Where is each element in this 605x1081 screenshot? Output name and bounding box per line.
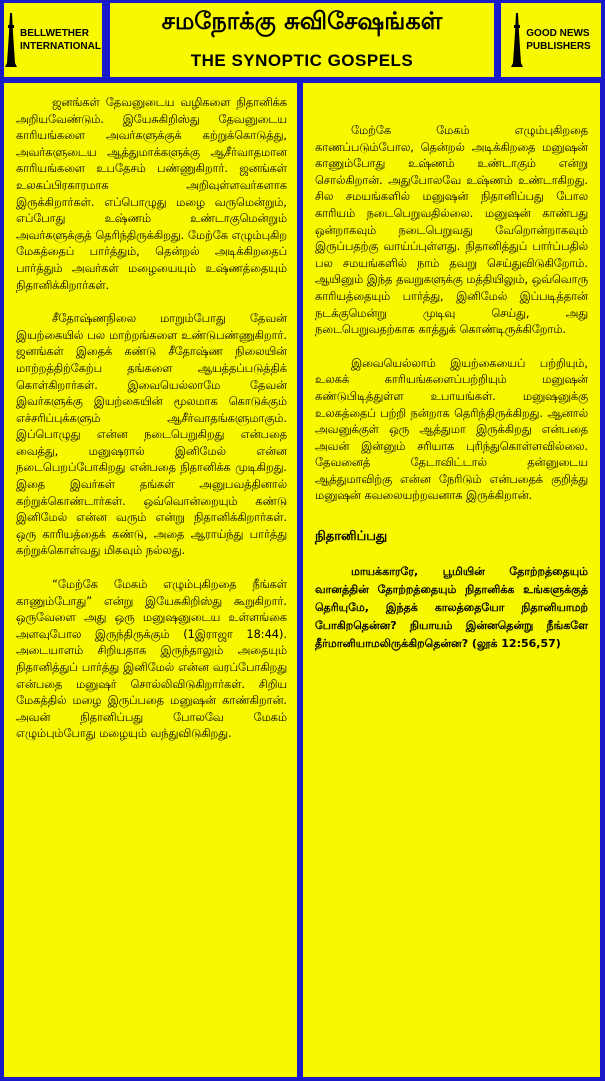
left-paragraph-3: “மேற்கே மேகம் எழும்புகிறதை நீங்கள் காணும்போது” என்று இயேசுகிறிஸ்து கூறுகிறார். ஒருவேளை அது ஒரு மனுஷனுடைய உள்ளங்கை அளவுபோல இருந்திருக்கும் (1இராஜா 18:44). அடையாளம் சிறியதாக இருந்தாலும் அதையும் நிதானித்துப் பார்த்து இனிமேல் என்ன வரப்போகிறது என்பதை மனுஷர் சொல்லிவிடுகிறார்கள். சிறிய மேகத்தில் மழை இருப்பதை மனுஷன் காண்கிறான். அவன் நிதானிப்பது போலவே மேகம் எழும்பும்போது மழையும் வந்துவிடுகிறது. — [16, 578, 287, 741]
left-paragraph-1: ஜனங்கள் தேவனுடைய வழிகளை நிதானிக்க அறியவேண்டும். இயேசுகிறிஸ்து தேவனுடைய காரியங்களை அவர்களுக்குக் கற்றுக்கொடுத்து, அவர்களுடைய ஆத்துமாக்களுக்கு ஆசீர்வாதமான காரியங்களை உபதேசம் பண்ணுகிறார். ஜனங்கள் உலகப்பிரகாரமாக அறிவுள்ளவர்களாக இருக்கிறார்கள். எப்பொழுது மழை வருமென்றும், எப்போது உஷ்ணம் உண்டாகுமென்றும் அவர்களுக்குத் தெரிந்திருக்கிறது. மேற்கே எழும்புகிற மேகத்தைப் பார்த்தும், தென்றல் அடிக்கிறதைப் பார்த்தும் அவர்கள் மழையையும் உஷ்ணத்தையும் நிதானிக்கிறார்கள். — [16, 96, 287, 292]
right-column — [303, 83, 600, 1077]
right-paragraph-1: மேற்கே மேகம் எழும்புகிறதை காணப்படும்போல, தென்றல் அடிக்கிறதை மனுஷன் காணும்போது உஷ்ணம் உண்டாகும் என்று சொல்கிறான். அதுபோலவே உஷ்ணம் உண்டாகிறது. சில சமயங்களில் மனுஷன் நிதானிப்பது போல காரியம் நடைபெறுவதில்லை. மனுஷன் காண்பது ஒன்றாகவும் நடைபெறுவது வேறொன்றாகவும் இருப்பதற்கு வாய்ப்புள்ளது. நிதானித்துப் பார்ப்பதில் பல சமயங்களில் நாம் தவறு செய்துவிடுகிறோம். ஆயினும் இந்த தவறுகளுக்கு மத்தியிலும், ஒவ்வொரு காரியத்தையும் பார்த்து, இனிமேல் இப்படித்தான் நடக்குமென்று முடிவு செய்து, அது நடைபெறுவதற்காக காத்துக் கொண்டிருக்கிறோம். — [315, 124, 588, 337]
logo-left-line1: BELLWETHER — [20, 28, 89, 39]
good-news-logo — [501, 3, 601, 77]
title-panel — [110, 3, 494, 77]
bellwether-logo — [4, 3, 102, 77]
tower-logo-icon — [511, 13, 523, 67]
logo-left-line2: INTERNATIONAL — [20, 41, 101, 52]
logo-right-line2: PUBLISHERS — [526, 41, 591, 52]
page-title-tamil: சமநோக்கு சுவிசேஷங்கள் — [161, 7, 443, 35]
page-title-english: THE SYNOPTIC GOSPELS — [190, 51, 414, 70]
section-heading: நிதானிப்பது — [315, 529, 388, 545]
scripture-quote: மாயக்காரரே, பூமியின் தோற்றத்தையும் வானத்தின் தோற்றத்தையும் நிதானிக்க உங்களுக்குத் தெரியுமே, இந்தக் காலத்தையோ நிதானியாமற் போகிறதென்ன? நியாயம் இன்னதென்று நீங்களே தீர்மானியாமலிருக்கிறதென்ன? (லூக் 12:56,57) — [315, 565, 588, 651]
right-paragraph-2: இவையெல்லாம் இயற்கையைப் பற்றியும், உலகக் காரியங்களைப்பற்றியும் மனுஷன் கண்டுபிடித்துள்ள உபாயங்கள். மனுஷனுக்கு உலகத்தைப் பற்றி நன்றாக தெரிந்திருக்கிறது. ஆனால் அவனுக்குள் ஒரு ஆத்துமா இருக்கிறது என்பதை அவன் இன்னும் சரியாக புரிந்துகொள்ளவில்லை. தேவனைத் தேடாவிட்டால் தன்னுடைய ஆத்துமாவிற்கு என்ன நேரிடும் என்பதைக் குறித்து மனுஷன் கவலையற்றவனாக இருக்கிறான். — [315, 356, 588, 503]
left-column — [4, 83, 297, 1077]
left-paragraph-2: சீதோஷ்ணநிலை மாறும்போது தேவன் இயற்கையில் பல மாற்றங்களை உண்டுபண்ணுகிறார். ஜனங்கள் இதைக் கண்டு சீதோஷ்ண நிலையின் மாற்றத்திற்கேற்ப தங்களை ஆயத்தப்படுத்திக் கொள்கிறார்கள். இவையெல்லாமே தேவன் இவர்களுக்கு இயற்கையின் மூலமாக கொடுக்கும் எச்சரிப்புக்களும் ஆசீர்வாதங்களுமாகும். இப்பொழுது என்ன நடைபெறுகிறது என்பதை வைத்து, மனுஷரால் இனிமேல் என்ன நடைபெறப்போகிறது என்பதை நிதானிக்க முடிகிறது. இதை இவர்கள் தங்கள் அனுபவத்தினால் கற்றுக்கொண்டார்கள். ஒவ்வொன்றையும் கண்டு இனிமேல் என்ன வரும் என்று நிதானிக்கிறார்கள். ஒரு காரியத்தைக் கண்டு, அதை ஆராய்ந்து பார்த்து கற்றுக்கொள்வது மிகவும் நல்லது. — [16, 312, 287, 558]
logo-right-line1: GOOD NEWS — [526, 28, 590, 39]
tower-logo-icon — [5, 13, 17, 67]
